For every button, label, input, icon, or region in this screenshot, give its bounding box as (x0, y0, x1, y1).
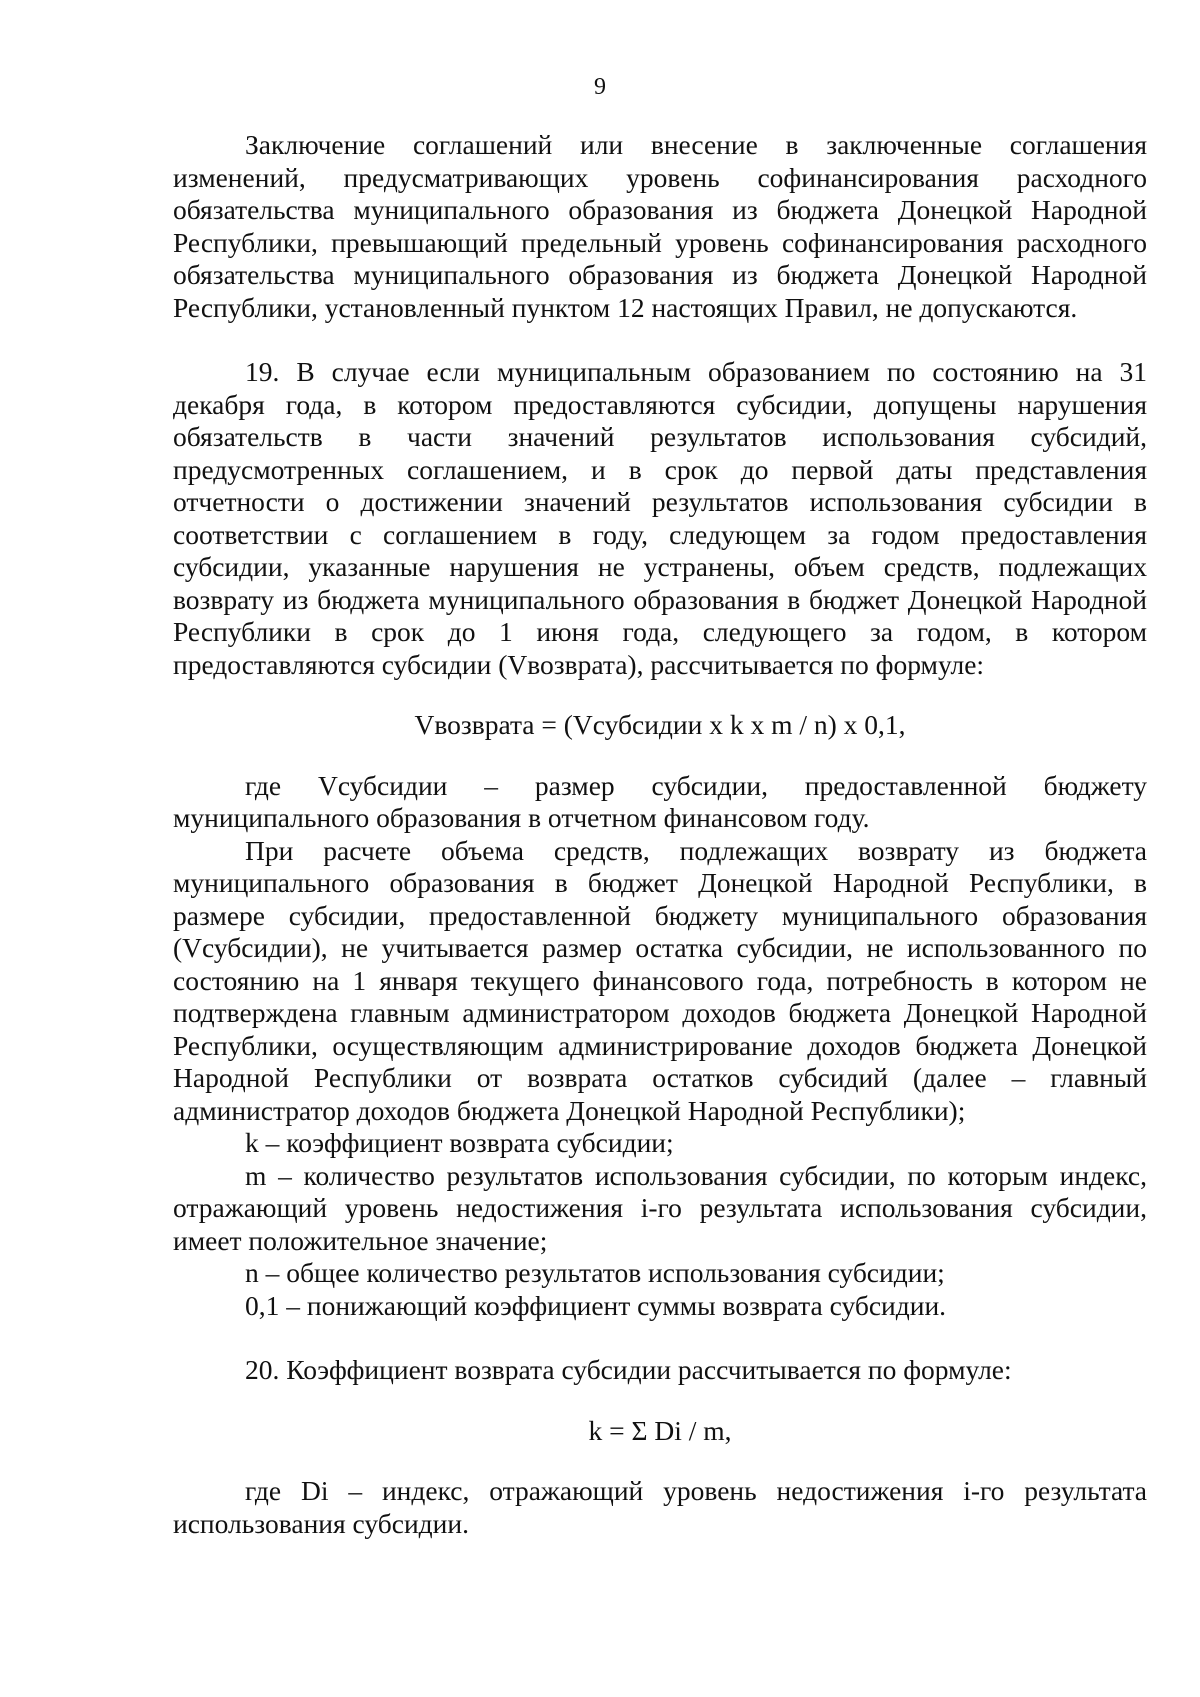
paragraph-n-definition: n – общее количество результатов использования субсидии; (245, 1257, 945, 1288)
paragraph-di-definition: где Di – индекс, отражающий уровень недостижения i-го результата использования субсидии. (173, 1475, 1147, 1539)
paragraph-item-20: 20. Коэффициент возврата субсидии рассчитывается по формуле: (245, 1354, 1012, 1385)
paragraph-k-definition: k – коэффициент возврата субсидии; (245, 1127, 674, 1158)
page-number: 9 (594, 74, 606, 100)
paragraph-reduction-coefficient: 0,1 – понижающий коэффициент суммы возврата субсидии. (245, 1289, 947, 1321)
paragraph-calculation-note: При расчете объема средств, подлежащих возврату из бюджета муниципального образования в бюджет Донецкой Народной Республики, в размере субсидии, предоставленной бюджету муниципального образования (Vсубсидии), не учитывается размер остатка субсидии, не использованного по состоянию на 1 января текущего финансового года, потребность в котором не подтверждена главным администратором доходов бюджета Донецкой Народной Республики, осуществляющим администрирование доходов бюджета Донецкой Народной Республики от возврата остатков субсидий (далее – главный администратор доходов бюджета Донецкой Народной Республики); (173, 834, 1147, 1126)
paragraph-item-19: 19. В случае если муниципальным образованием по состоянию на 31 декабря года, в котором предоставляются субсидии, допущены нарушения обязательств в части значений результатов использования субсидий, предусмотренных соглашением, и в срок до первой даты представления отчетности о достижении значений результатов использования субсидии в соответствии с соглашением в году, следующем за годом предоставления субсидии, указанные нарушения не устранены, объем средств, подлежащих возврату из бюджета муниципального образования в бюджет Донецкой Народной Республики в срок до 1 июня года, следующего за годом, в котором предоставляются субсидии (Vвозврата), рассчитывается по формуле: (173, 356, 1147, 680)
paragraph-m-definition: m – количество результатов использования субсидии, по которым индекс, отражающий уровень недостижения i-го результата использования субсидии, имеет положительное значение; (173, 1159, 1147, 1256)
document-body (173, 129, 1147, 1540)
paragraph-cofinancing-limit: Заключение соглашений или внесение в заключенные соглашения изменений, предусматривающих уровень софинансирования расходного обязательства муниципального образования из бюджета Донецкой Народной Республики, превышающий предельный уровень софинансирования расходного обязательства муниципального образования из бюджета Донецкой Народной Республики, установленный пунктом 12 настоящих Правил, не допускаются. (173, 129, 1147, 323)
paragraph-vsubsidy-definition: где Vсубсидии – размер субсидии, предоставленной бюджету муниципального образования в отчетном финансовом году. (173, 769, 1147, 833)
formula-return-coefficient: k = Σ Di / m, (588, 1414, 732, 1446)
formula-return-volume: Vвозврата = (Vсубсидии x k x m / n) x 0,1, (414, 709, 906, 740)
